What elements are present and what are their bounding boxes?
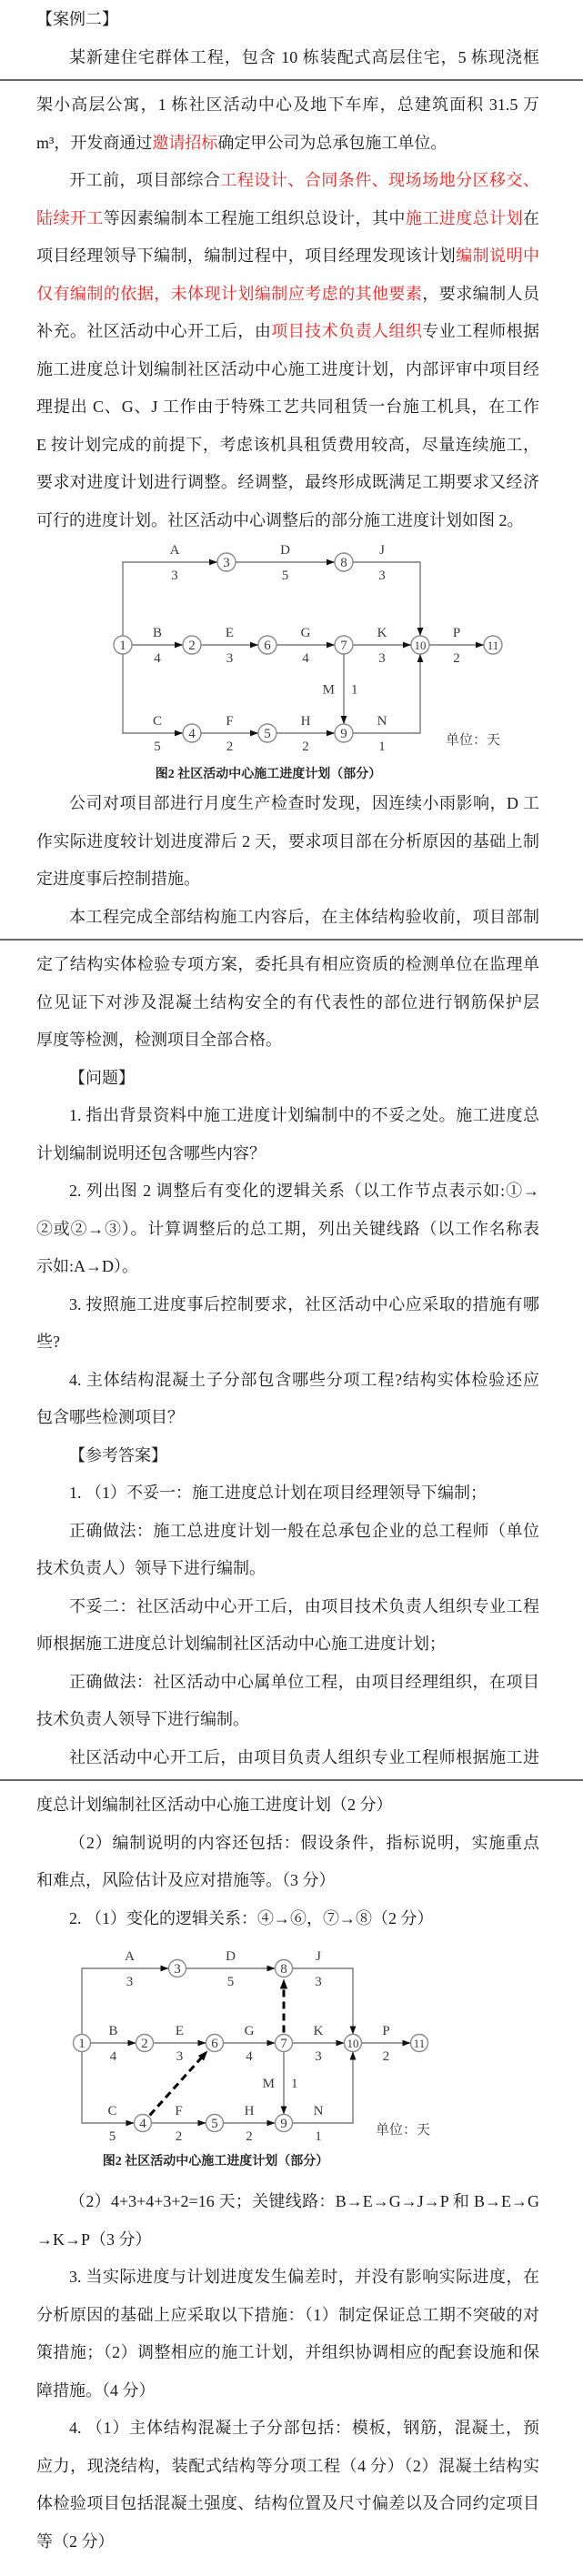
activity-duration: 2: [302, 740, 309, 754]
activity-arrow: [276, 626, 335, 666]
node-number: 5: [264, 727, 271, 741]
text-line: 师根据施工进度总计划编制社区活动中心施工进度计划；: [36, 1635, 446, 1653]
activity-line: [123, 562, 217, 636]
arrowhead-icon: [267, 2120, 276, 2127]
node-number: 1: [119, 639, 126, 653]
arrowhead-icon: [175, 642, 183, 649]
text-line: 度总计划编制社区活动中心施工进度计划（2 分）: [36, 1796, 393, 1814]
node-8: [276, 1960, 293, 1977]
node-5: [206, 2115, 224, 2132]
text-line: 2. 列出图 2 调整后有变化的逻辑关系（以工作节点表示如:①→: [69, 1182, 539, 1200]
activity-arrow: [293, 1949, 357, 2035]
text-line: 公司对项目部进行月度生产检查时发现，因连续小雨影响，D 工: [69, 794, 539, 812]
arrowhead-icon: [126, 2120, 135, 2127]
figure-caption: 图2 社区活动中心施工进度计划（部分）: [155, 768, 382, 781]
activity-duration: 1: [291, 2077, 298, 2091]
text-line: 和难点，风险估计及应对措施等。（3 分）: [36, 1871, 336, 1889]
activity-duration: 5: [108, 2129, 116, 2144]
activity-name: H: [300, 714, 311, 729]
arrowhead-icon: [327, 559, 335, 566]
text-line: [0, 276, 539, 314]
arrowhead-icon: [198, 2040, 206, 2047]
node-10: [411, 636, 429, 654]
arrowhead-icon: [209, 559, 217, 566]
activity-arrow: [152, 2104, 206, 2144]
node-number: 7: [340, 639, 347, 653]
node-number: 4: [139, 2117, 146, 2131]
unit-label: 单位：天: [446, 733, 501, 748]
highlighted-text: 施工进度总计划: [405, 208, 524, 227]
arrowhead-icon: [417, 628, 424, 636]
node-number: 9: [280, 2117, 287, 2131]
node-number: 6: [211, 2037, 218, 2051]
text-line: （2）编制说明的内容还包括：假设条件，指标说明，实施重点: [69, 1833, 539, 1852]
activity-duration: 3: [378, 569, 386, 583]
node-number: 7: [280, 2037, 287, 2051]
node-9: [335, 724, 353, 742]
activity-name: C: [152, 714, 163, 729]
activity-duration: 5: [281, 569, 289, 583]
arrowhead-icon: [267, 1966, 276, 1972]
activity-name: P: [382, 2024, 390, 2038]
node-2: [183, 636, 201, 654]
text-line: 应力，现浇结构，装配式结构等分项工程（4 分）（2）混凝土结构实: [36, 2456, 539, 2475]
activity-arrow: [293, 2024, 345, 2064]
text-line: 正确做法：施工总进度计划一般在总承包企业的总工程师（单位: [69, 1521, 539, 1540]
text-line: [0, 200, 539, 238]
node-number: 4: [188, 727, 196, 741]
text-line: 要求对进度计划进行调整。经调整，最终形成既满足工期要求又经济: [36, 473, 539, 491]
activity-name: E: [225, 626, 235, 640]
text-line: 分析原因的基础上应采取以下措施：（1）制定保证总工期不突破的对: [36, 2305, 539, 2324]
node-11: [484, 636, 502, 654]
text-line: 【问题】: [69, 1068, 135, 1087]
text-line: 作实际进度较计划进度滞后 2 天，要求项目部在分析原因的基础上制: [36, 831, 539, 850]
arrowhead-icon: [267, 2040, 276, 2047]
activity-arrow: [123, 543, 217, 636]
activity-name: K: [313, 2024, 324, 2038]
node-number: 3: [223, 556, 230, 570]
node-4: [135, 2115, 152, 2132]
highlighted-text: 项目技术负责人组织: [271, 322, 423, 340]
text-line: 等（2 分）: [36, 2531, 115, 2551]
highlighted-text: 邀请招标: [152, 133, 218, 152]
text-line: [0, 237, 539, 276]
arrowhead-icon: [341, 716, 347, 724]
arrowhead-icon: [403, 2040, 411, 2047]
node-1: [114, 636, 132, 654]
text-line: 某新建住宅群体工程，包含 10 栋装配式高层住宅，5 栋现浇框: [69, 47, 539, 66]
activity-duration: 4: [109, 2049, 117, 2064]
text-segment: 补充。社区活动中心开工后，由: [36, 322, 272, 340]
activity-name: K: [377, 626, 387, 640]
document-page: [0, 1, 583, 2561]
activity-arrow: [293, 2052, 357, 2145]
text-line: →K→P（3 分）: [36, 2229, 152, 2249]
text-segment: 在: [523, 208, 539, 227]
activity-arrow: [201, 714, 258, 754]
activity-arrow: [353, 654, 423, 754]
text-line: （2）4+3+4+3+2=16 天；关键线路：B→E→G→J→P 和 B→E→G: [69, 2192, 539, 2210]
case-title: 【案例二】: [36, 10, 118, 28]
activity-name: J: [379, 543, 385, 558]
node-number: 9: [340, 727, 347, 741]
arrowhead-icon: [250, 642, 258, 649]
text-line: 技术负责人领导下进行编制。: [36, 1710, 249, 1728]
node-6: [258, 636, 276, 654]
text-segment: 开工前，项目部综合: [69, 171, 221, 189]
text-line: 2. （1）变化的逻辑关系：④→⑥，⑦→⑧（2 分）: [69, 1908, 434, 1927]
activity-arrow: [353, 543, 423, 636]
activity-name: E: [175, 2024, 185, 2038]
node-9: [276, 2115, 293, 2132]
activity-arrow: [353, 626, 411, 666]
node-number: 8: [280, 1962, 287, 1977]
text-line: 1. （1）不妥一：施工进度总计划在项目经理领导下编制；: [69, 1484, 487, 1502]
text-line: 3. 当实际进度与计划进度发生偏差时，并没有影响实际进度，在: [69, 2268, 539, 2286]
highlighted-text: 编制说明中: [456, 247, 539, 265]
activity-arrow: [132, 626, 183, 666]
text-line: [0, 125, 539, 163]
activity-arrow: [429, 626, 484, 666]
text-line: 示如:A→D）。: [36, 1257, 138, 1275]
node-10: [345, 2035, 362, 2052]
text-line: ②或②→③）。计算调整后的总工期，列出关键线路（以工作名称表: [36, 1219, 539, 1238]
page-break-divider: [0, 1779, 583, 1781]
node-2: [136, 2035, 154, 2052]
activity-arrow: [276, 714, 335, 754]
activity-arrow: [224, 2104, 276, 2144]
activity-arrow: [186, 1949, 276, 1989]
text-line: 4. 主体结构混凝土子分部包含哪些分项工程?结构实体检验还应: [69, 1370, 539, 1389]
arrowhead-icon: [350, 2052, 357, 2060]
activity-name: M: [322, 682, 335, 698]
highlighted-text: 工程设计、合同条件、现场场地分区移交、: [220, 171, 539, 189]
arrowhead-icon: [280, 1979, 287, 1989]
arrowhead-icon: [350, 2027, 357, 2035]
text-line: 不妥二：社区活动中心开工后，由项目技术负责人组织专业工程: [69, 1596, 539, 1615]
network-diagram: [0, 539, 583, 785]
activity-arrow: [263, 2052, 298, 2115]
text-segment: 项目经理领导下编制，编制过程中，项目经理发现该计划: [36, 247, 457, 265]
activity-duration: 5: [154, 740, 161, 754]
activity-arrow: [224, 2024, 276, 2064]
highlighted-text: 陆续开工: [36, 208, 104, 227]
activity-name: B: [152, 626, 163, 640]
activity-duration: 3: [226, 651, 234, 666]
text-line: 正确做法：社区活动中心属单位工程，由项目经理组织，在项目: [69, 1672, 539, 1691]
arrowhead-icon: [175, 730, 183, 737]
activity-name: D: [226, 1949, 236, 1964]
activity-line: [353, 562, 420, 636]
activity-name: G: [300, 626, 311, 640]
arrowhead-icon: [476, 642, 484, 649]
text-line: 架小高层公寓，1 栋社区活动中心及地下车库，总建筑面积 31.5 万: [36, 96, 539, 114]
activity-name: C: [107, 2104, 117, 2118]
text-line: 1. 指出背景资料中施工进度计划编制中的不妥之处。施工进度总: [69, 1106, 539, 1124]
arrowhead-icon: [128, 2040, 136, 2047]
activity-duration: 3: [315, 2049, 322, 2064]
node-1: [74, 2035, 91, 2052]
arrowhead-icon: [327, 730, 335, 737]
node-number: 3: [174, 1962, 181, 1977]
text-line: 【参考答案】: [69, 1445, 167, 1464]
node-3: [169, 1960, 186, 1977]
figure-caption: 图2 社区活动中心施工进度计划（部分）: [102, 2155, 329, 2168]
node-number: 1: [78, 2037, 85, 2051]
text-line: 可行的进度计划。社区活动中心调整后的部分施工进度计划如图 2。: [36, 510, 524, 529]
text-line: 3. 按照施工进度事后控制要求，社区活动中心应采取的措施有哪: [69, 1294, 539, 1313]
text-line: 障措施。（4 分）: [36, 2380, 156, 2400]
activity-duration: 2: [382, 2049, 390, 2064]
text-line: 定进度事后控制措施。: [36, 870, 200, 888]
text-line: 些?: [36, 1333, 60, 1351]
activity-duration: 2: [175, 2129, 183, 2144]
node-7: [335, 636, 353, 654]
activity-name: G: [244, 2024, 255, 2038]
text-line: [0, 313, 539, 351]
text-line: 定了结构实体检验专项方案，委托具有相应资质的检测单位在监理单: [36, 955, 539, 973]
text-line: 社区活动中心开工后，由项目负责人组织专业工程师根据施工进: [69, 1747, 539, 1766]
activity-duration: 3: [171, 569, 178, 583]
text-line: 厚度等检测，检测项目全部合格。: [36, 1031, 282, 1049]
activity-name: H: [244, 2104, 255, 2118]
activity-arrow: [323, 654, 358, 724]
text-line: 包含哪些检测项目？: [36, 1408, 184, 1426]
activity-name: A: [169, 543, 180, 558]
highlighted-text: 仅有编制的依据，未体现计划编制应考虑的其他要素: [36, 284, 423, 303]
activity-name: N: [313, 2104, 324, 2118]
node-number: 11: [413, 2037, 426, 2050]
activity-arrow: [362, 2024, 411, 2064]
activity-duration: 4: [246, 2049, 253, 2064]
node-number: 10: [414, 639, 427, 652]
node-5: [258, 724, 276, 742]
text-line: E 按计划完成的前提下，考虑该机具租赁费用较高，尽量连续施工，: [36, 435, 539, 454]
arrowhead-icon: [417, 654, 424, 662]
activity-duration: 4: [302, 651, 309, 666]
activity-duration: 1: [315, 2129, 322, 2144]
arrowhead-icon: [198, 2120, 206, 2127]
activity-name: P: [452, 626, 461, 640]
arrowhead-icon: [281, 2107, 287, 2115]
activity-duration: 1: [378, 740, 386, 754]
text-segment: 专业工程师根据: [422, 322, 539, 340]
activity-duration: 3: [126, 1975, 134, 1989]
arrowhead-icon: [403, 642, 411, 649]
arrowhead-icon: [337, 2040, 345, 2047]
activity-duration: 2: [246, 2129, 253, 2144]
activity-line: [82, 1968, 169, 2035]
unit-label: 单位：天: [376, 2123, 431, 2138]
text-segment: m³，开发商通过: [36, 133, 153, 152]
activity-name: M: [262, 2077, 275, 2091]
activity-duration: 5: [226, 1975, 235, 1989]
activity-name: J: [316, 1949, 321, 1964]
network-diagram: [0, 1937, 583, 2183]
activity-duration: 2: [453, 651, 460, 666]
activity-name: D: [280, 543, 290, 558]
activity-name: N: [377, 714, 387, 729]
node-number: 2: [141, 2037, 148, 2051]
text-line: 体检验项目包括混凝土强度、结构位置及尺寸偏差以及合同约定项目: [36, 2494, 539, 2512]
arrowhead-icon: [250, 730, 258, 737]
node-11: [411, 2035, 428, 2052]
node-number: 2: [188, 639, 196, 653]
activity-duration: 4: [154, 651, 161, 666]
activity-name: F: [226, 714, 234, 729]
node-3: [217, 553, 236, 571]
text-line: 4. （1）主体结构混凝土子分部包括：模板，钢筋，混凝土，预: [69, 2419, 539, 2437]
node-number: 5: [211, 2117, 218, 2131]
activity-name: A: [125, 1949, 135, 1964]
node-6: [206, 2035, 224, 2052]
activity-arrow: [201, 626, 258, 666]
activity-arrow: [154, 2024, 206, 2064]
page-break-divider: [0, 939, 583, 941]
text-line: [0, 162, 539, 200]
activity-arrow: [236, 543, 335, 583]
text-line: 位见证下对涉及混凝土结构安全的有代表性的部位进行钢筋保护层: [36, 992, 539, 1011]
node-number: 10: [347, 2037, 359, 2050]
node-number: 11: [487, 639, 499, 652]
activity-duration: 3: [378, 651, 386, 666]
activity-arrow: [82, 2052, 135, 2145]
node-number: 8: [340, 556, 347, 570]
dummy-link-arrow: [280, 1979, 287, 2033]
text-line: 技术负责人）领导下进行编制。: [36, 1559, 266, 1577]
node-4: [183, 724, 201, 742]
activity-arrow: [82, 1949, 169, 2035]
activity-name: B: [108, 2024, 118, 2038]
activity-duration: 1: [351, 682, 358, 698]
activity-duration: 3: [176, 2049, 184, 2064]
activity-duration: 2: [226, 740, 234, 754]
activity-name: F: [175, 2104, 183, 2118]
page-break-divider: [0, 79, 583, 81]
arrowhead-icon: [327, 642, 335, 649]
text-line: 施工进度总计划编制社区活动中心施工进度计划，内部评审中项目经: [36, 359, 539, 378]
text-line: 本工程完成全部结构施工内容后，在主体结构验收前，项目部制: [69, 907, 539, 926]
activity-duration: 3: [315, 1975, 322, 1989]
node-number: 6: [264, 639, 271, 653]
node-7: [276, 2035, 293, 2052]
node-8: [335, 553, 353, 571]
text-segment: 确定甲公司为总承包施工单位。: [217, 133, 447, 152]
activity-arrow: [123, 654, 183, 754]
arrowhead-icon: [161, 1966, 169, 1972]
text-line: 理提出 C、G、J 工作由于特殊工艺共同租赁一台施工机具，在工作: [36, 397, 539, 416]
text-line: 策措施；（2）调整相应的施工计划，并组织协调相应的配套设施和保: [36, 2343, 539, 2361]
text-segment: 等因素编制本工程施工组织总设计，其中: [103, 208, 406, 227]
text-line: 计划编制说明还包含哪些内容？: [36, 1143, 266, 1162]
text-segment: ，要求编制人员: [422, 284, 539, 303]
activity-arrow: [91, 2024, 136, 2064]
